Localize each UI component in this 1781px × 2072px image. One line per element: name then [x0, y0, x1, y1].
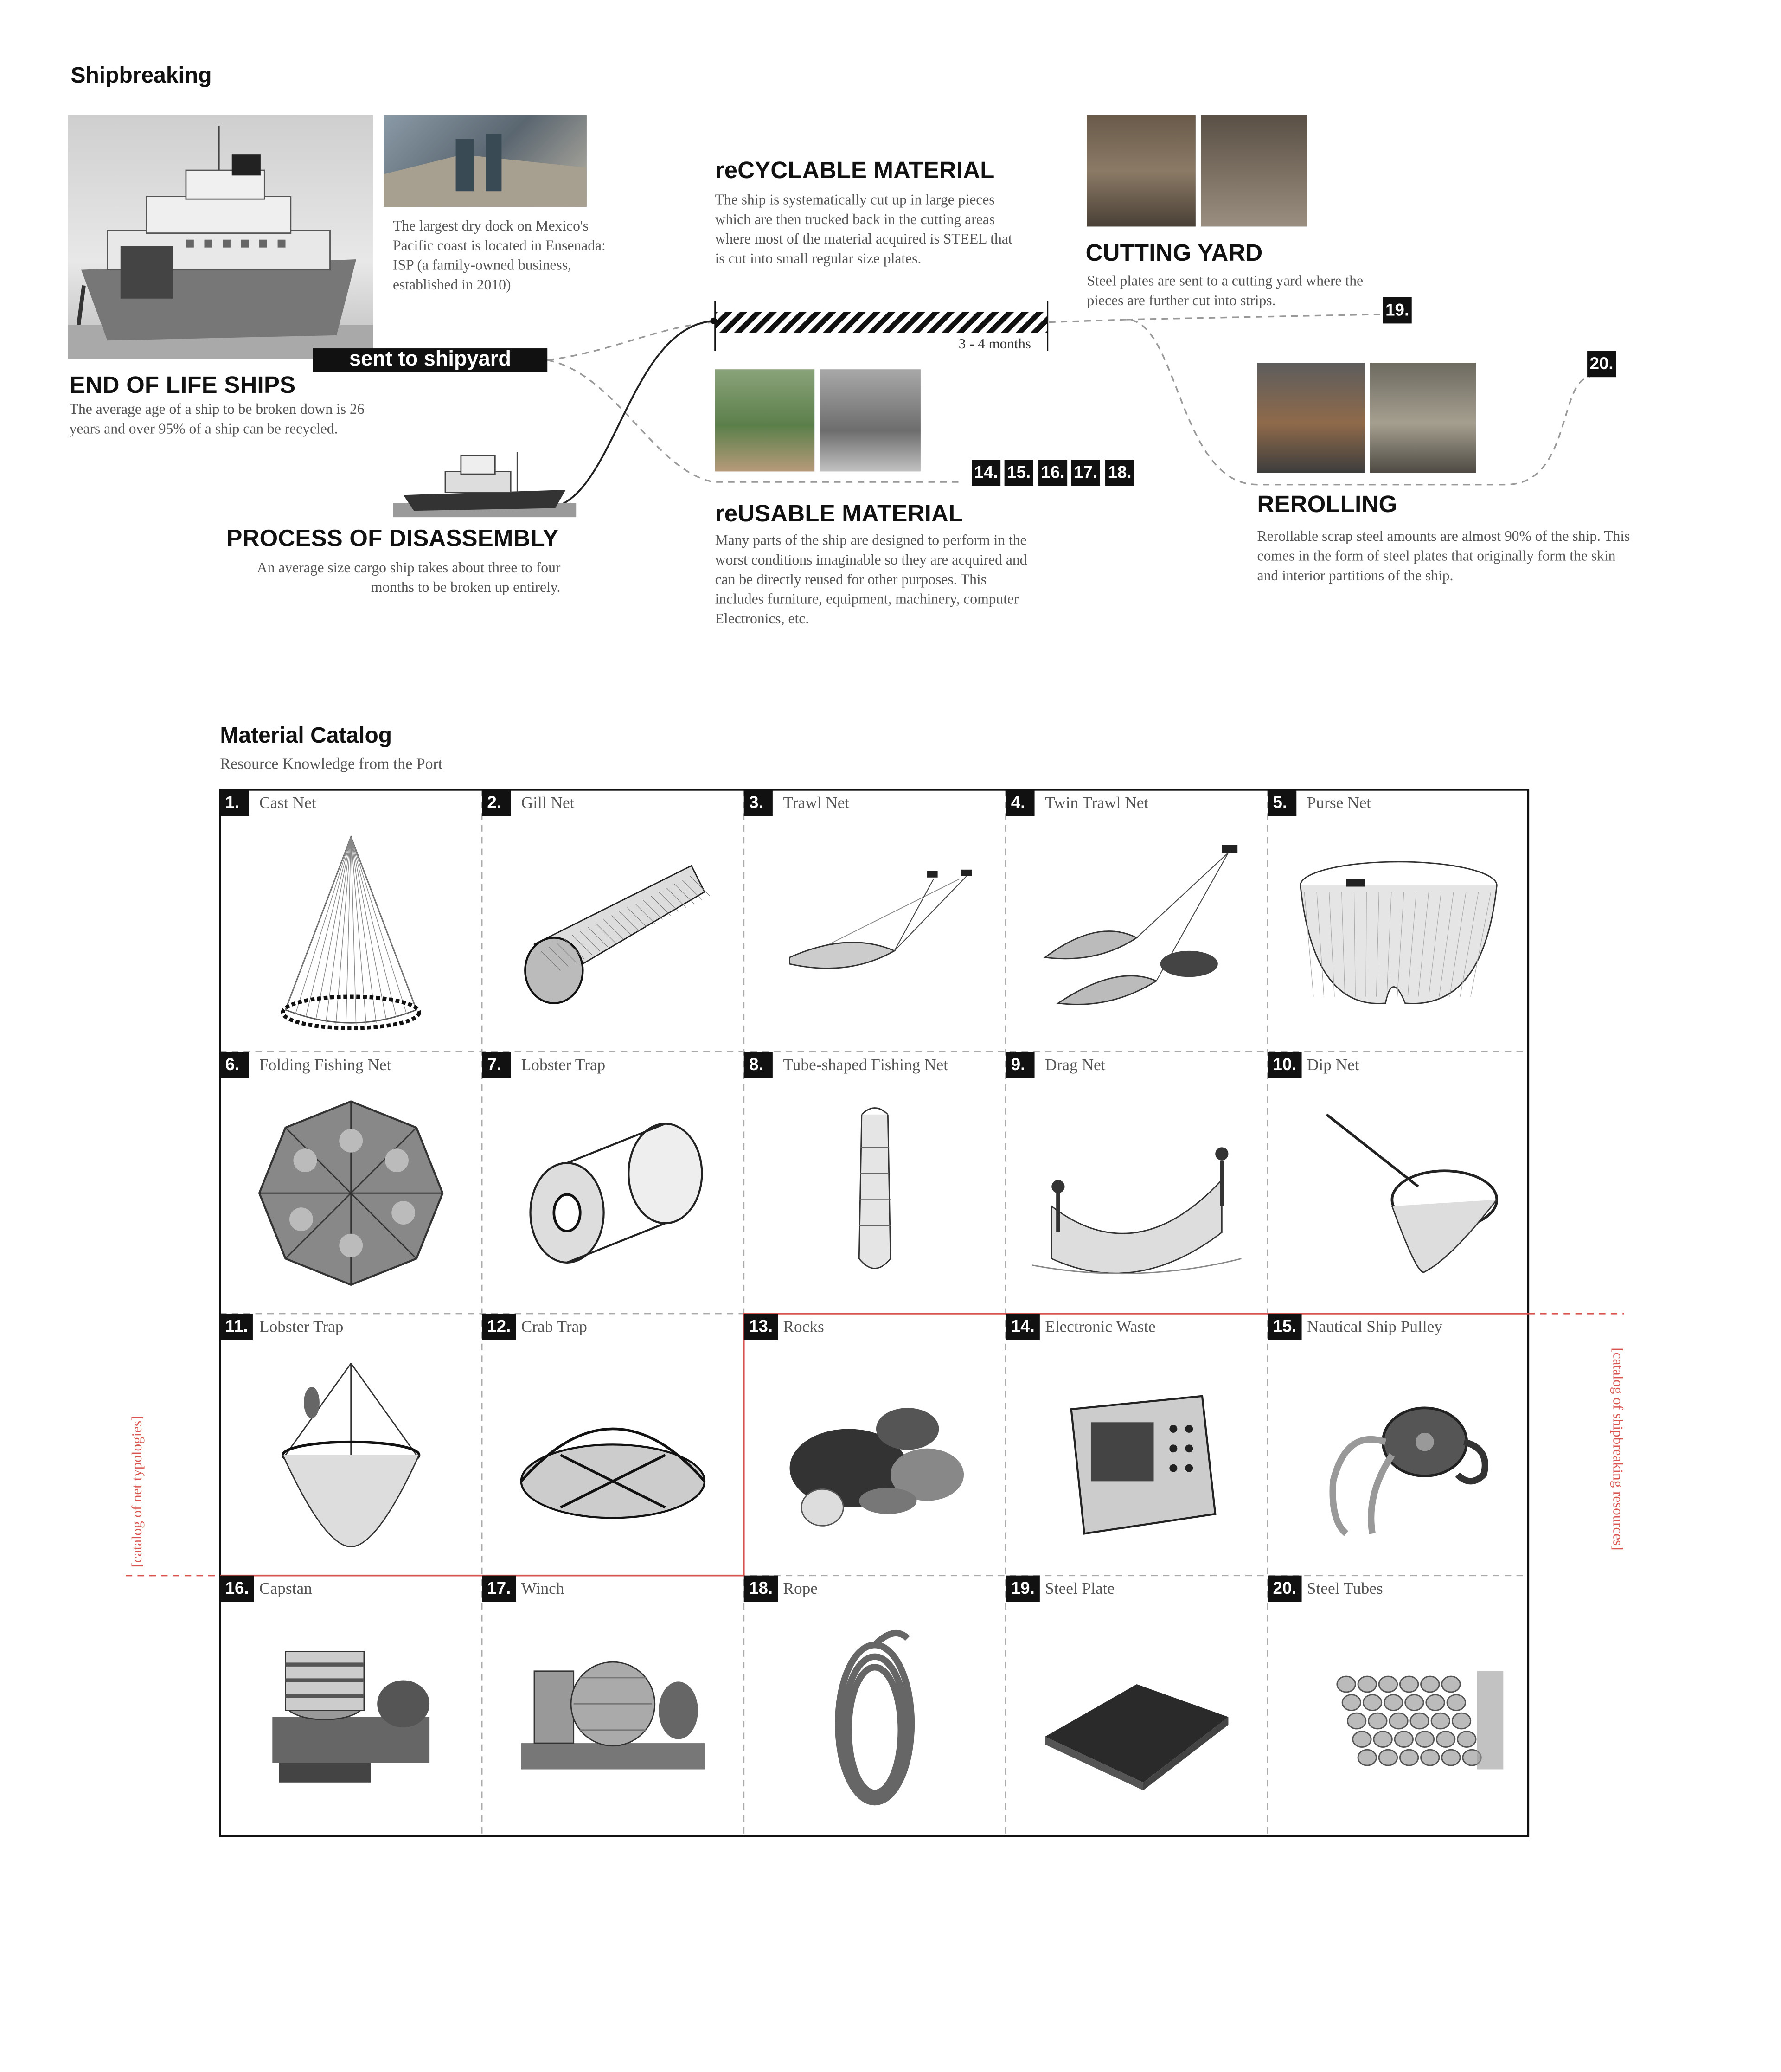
twin-trawl-net-icon [1032, 827, 1242, 1043]
catalog-item-number: 17. [482, 1576, 516, 1602]
reusable-badge-15: 15. [1005, 460, 1033, 486]
catalog-item [1268, 790, 1530, 1052]
catalog-subtitle: Resource Knowledge from the Port [220, 754, 443, 773]
duration-label: 3 - 4 months [958, 336, 1031, 353]
catalog-item-number: 20. [1268, 1576, 1302, 1602]
disassembly-text: An average size cargo ship takes about three to four months to be broken up entirely. [256, 560, 561, 596]
recyclable-heading: reCYCLABLE MATERIAL [715, 157, 995, 184]
catalog-item-name: Dip Net [1307, 1055, 1359, 1074]
catalog-item [482, 1052, 744, 1314]
steel-plate-icon [1032, 1612, 1242, 1828]
reusable-badge-17: 17. [1071, 460, 1100, 486]
drag-net-icon [1032, 1088, 1242, 1304]
trawl-net-icon [770, 827, 980, 1043]
end-of-life-text: The average age of a ship to be broken down is 26 years and over 95% of a ship can be recycled. [69, 402, 365, 438]
page-title: Shipbreaking [70, 63, 212, 88]
sent-to-shipyard-label: sent to shipyard [313, 348, 547, 372]
catalog-item-number: 1. [220, 790, 249, 816]
catalog-item [1006, 1314, 1268, 1576]
catalog-item [1268, 1314, 1530, 1576]
catalog-item-number: 12. [482, 1314, 516, 1340]
catalog-title: Material Catalog [220, 723, 392, 748]
catalog-item-number: 3. [744, 790, 773, 816]
catalog-item-name: Lobster Trap [259, 1317, 344, 1336]
hanging-trap-icon [246, 1350, 456, 1566]
catalog-item [744, 1052, 1006, 1314]
catalog-item-name: Crab Trap [521, 1317, 587, 1336]
catalog-item-name: Winch [521, 1579, 564, 1598]
dry-dock-caption: The largest dry dock on Mexico's Pacific coast is located in Ensenada: ISP (a family-owned business, established in 2010) [393, 218, 606, 294]
catalog-item [220, 1052, 482, 1314]
catalog-item-name: Capstan [259, 1579, 312, 1598]
catalog-item-name: Gill Net [521, 794, 575, 812]
end-of-life-heading: END OF LIFE SHIPS [69, 372, 296, 398]
catalog-item-name: Trawl Net [783, 794, 850, 812]
catalog-item-number: 11. [220, 1314, 253, 1340]
cutting-yard-badge: 19. [1383, 297, 1412, 323]
catalog-item-name: Steel Plate [1045, 1579, 1115, 1598]
reusable-heading: reUSABLE MATERIAL [715, 500, 963, 527]
catalog-item-name: Purse Net [1307, 794, 1371, 812]
catalog-item [1268, 1052, 1530, 1314]
catalog-item-number: 2. [482, 790, 511, 816]
catalog-item-number: 18. [744, 1576, 778, 1602]
catalog-item-number: 10. [1268, 1052, 1302, 1078]
gill-net-icon [508, 827, 718, 1043]
catalog-item [220, 1314, 482, 1576]
lobster-trap-icon [508, 1088, 718, 1304]
capstan-icon [246, 1612, 456, 1828]
pulley-icon [1294, 1350, 1504, 1566]
rerolling-badge: 20. [1587, 351, 1616, 377]
catalog-item-name: Folding Fishing Net [259, 1055, 391, 1074]
reusable-badge-14: 14. [972, 460, 1000, 486]
catalog-item-number: 14. [1006, 1314, 1040, 1340]
rerolling-text: Rerollable scrap steel amounts are almost 90% of the ship. This comes in the form of steel plates that originally form the skin and interior partitions of the ship. [1257, 529, 1630, 584]
catalog-item-number: 9. [1006, 1052, 1034, 1078]
catalog-item [744, 790, 1006, 1052]
reusable-text: Many parts of the ship are designed to perform in the worst conditions imaginable so they are acquired and can be directly reused for other purposes. This includes furniture, equipment, machinery, computer Electronics, etc. [715, 533, 1027, 628]
catalog-item [482, 1314, 744, 1576]
catalog-item [744, 1576, 1006, 1838]
catalog-item [220, 790, 482, 1052]
catalog-item-name: Nautical Ship Pulley [1307, 1317, 1442, 1336]
catalog-item-name: Tube-shaped Fishing Net [783, 1055, 948, 1074]
catalog-item-name: Rocks [783, 1317, 824, 1336]
catalog-item [482, 790, 744, 1052]
winch-icon [508, 1612, 718, 1828]
steel-tubes-icon [1294, 1612, 1504, 1828]
catalog-left-label: [catalog of net typologies] [129, 1416, 146, 1568]
catalog-item-name: Cast Net [259, 794, 316, 812]
purse-net-icon [1294, 827, 1504, 1043]
cast-net-icon [246, 827, 456, 1043]
catalog-item-number: 7. [482, 1052, 511, 1078]
catalog-right-label: [catalog of shipbreaking resources] [1609, 1347, 1625, 1551]
rope-icon [770, 1612, 980, 1828]
catalog-item [1268, 1576, 1530, 1838]
catalog-item-number: 19. [1006, 1576, 1040, 1602]
catalog-item-name: Steel Tubes [1307, 1579, 1383, 1598]
catalog-item-number: 5. [1268, 790, 1296, 816]
crab-trap-icon [508, 1350, 718, 1566]
catalog-item [1006, 1576, 1268, 1838]
catalog-item [744, 1314, 1006, 1576]
rocks-icon [770, 1350, 980, 1566]
tube-net-icon [770, 1088, 980, 1304]
cutting-yard-text: Steel plates are sent to a cutting yard where the pieces are further cut into strips. [1087, 274, 1364, 309]
catalog-item-number: 8. [744, 1052, 773, 1078]
catalog-item-number: 4. [1006, 790, 1034, 816]
reusable-badge-18: 18. [1105, 460, 1134, 486]
catalog-item [1006, 1052, 1268, 1314]
catalog-item-name: Rope [783, 1579, 818, 1598]
rerolling-heading: REROLLING [1257, 491, 1397, 518]
disassembly-heading: PROCESS OF DISASSEMBLY [226, 525, 559, 552]
catalog-item-name: Twin Trawl Net [1045, 794, 1149, 812]
catalog-item-number: 13. [744, 1314, 778, 1340]
catalog-item-number: 15. [1268, 1314, 1302, 1340]
recyclable-text: The ship is systematically cut up in large pieces which are then trucked back in the cutting areas where most of the material acquired is STEEL that is cut into small regular size plates. [715, 192, 1012, 267]
electronic-waste-icon [1032, 1350, 1242, 1566]
reusable-badge-16: 16. [1038, 460, 1067, 486]
catalog-item-name: Electronic Waste [1045, 1317, 1156, 1336]
catalog-item-number: 16. [220, 1576, 254, 1602]
cutting-yard-heading: CUTTING YARD [1085, 239, 1263, 266]
catalog-item-number: 6. [220, 1052, 249, 1078]
catalog-item [220, 1576, 482, 1838]
catalog-item [1006, 790, 1268, 1052]
folding-net-icon [246, 1088, 456, 1304]
catalog-item [482, 1576, 744, 1838]
catalog-item-name: Drag Net [1045, 1055, 1106, 1074]
catalog-item-name: Lobster Trap [521, 1055, 606, 1074]
dip-net-icon [1294, 1088, 1504, 1304]
